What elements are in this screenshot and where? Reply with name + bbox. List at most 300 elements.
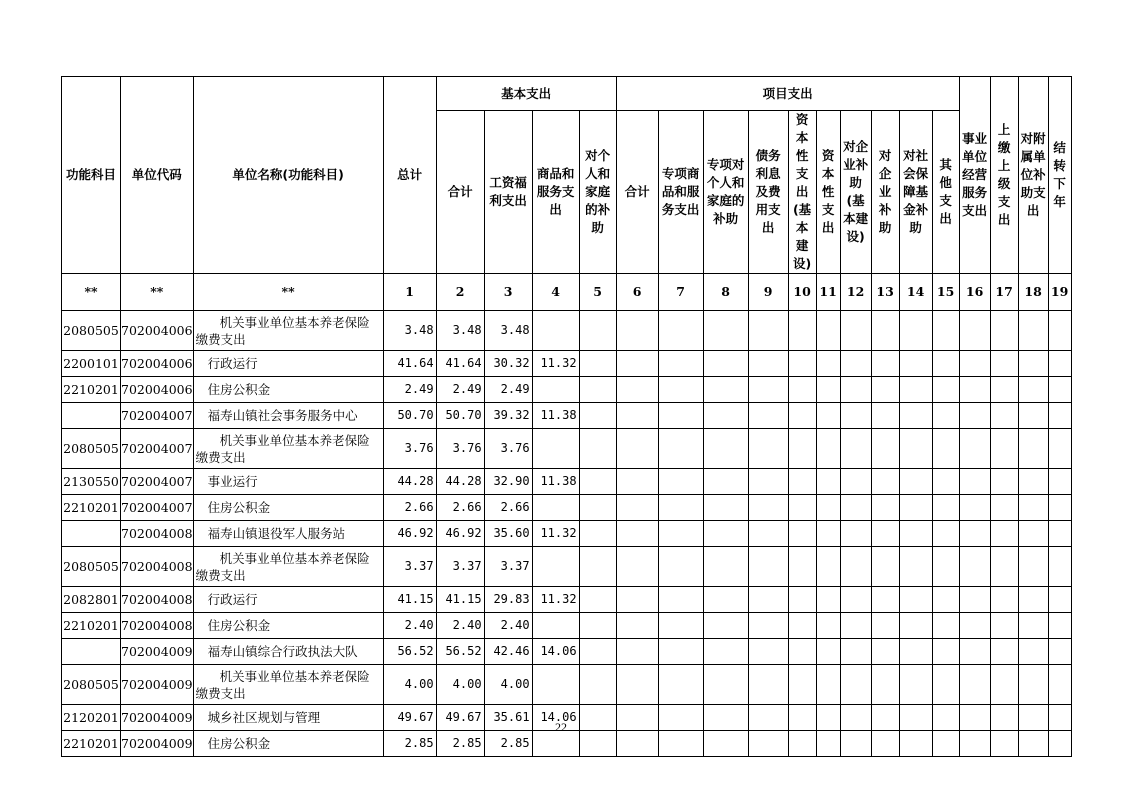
- empty-cell: [748, 377, 788, 403]
- empty-cell: [959, 351, 990, 377]
- empty-cell: [788, 587, 816, 613]
- empty-cell: [1018, 429, 1048, 469]
- unit-code-cell: 702004009: [121, 639, 194, 665]
- index-cell: 3: [484, 274, 532, 311]
- empty-cell: [616, 495, 658, 521]
- empty-cell: [616, 547, 658, 587]
- empty-cell: [748, 351, 788, 377]
- empty-cell: [840, 613, 871, 639]
- basic-total-cell: 44.28: [436, 469, 484, 495]
- empty-cell: [579, 521, 616, 547]
- goods-cell: 11.32: [532, 351, 579, 377]
- empty-cell: [788, 403, 816, 429]
- header-basic-group: 基本支出: [436, 77, 616, 111]
- index-cell: 8: [703, 274, 748, 311]
- index-cell: 14: [899, 274, 932, 311]
- empty-cell: [616, 377, 658, 403]
- empty-cell: [579, 495, 616, 521]
- empty-cell: [658, 429, 703, 469]
- unit-code-cell: 702004009: [121, 731, 194, 757]
- empty-cell: [748, 587, 788, 613]
- empty-cell: [959, 547, 990, 587]
- unit-code-cell: 702004007: [121, 469, 194, 495]
- empty-cell: [703, 521, 748, 547]
- empty-cell: [932, 495, 959, 521]
- empty-cell: [871, 639, 899, 665]
- empty-cell: [959, 587, 990, 613]
- empty-cell: [990, 639, 1018, 665]
- goods-cell: [532, 377, 579, 403]
- empty-cell: [816, 351, 840, 377]
- empty-cell: [899, 429, 932, 469]
- table-row: [62, 469, 1072, 495]
- basic-total-cell: 41.15: [436, 587, 484, 613]
- index-cell: 11: [816, 274, 840, 311]
- empty-cell: [990, 587, 1018, 613]
- empty-cell: [816, 311, 840, 351]
- header-other: 其他支出: [932, 111, 959, 274]
- unit-code-cell: 702004008: [121, 613, 194, 639]
- empty-cell: [816, 377, 840, 403]
- func-subject-cell: 2080505: [62, 547, 121, 587]
- total-cell: 3.76: [383, 429, 436, 469]
- basic-total-cell: 3.76: [436, 429, 484, 469]
- empty-cell: [990, 547, 1018, 587]
- goods-cell: [532, 665, 579, 705]
- empty-cell: [959, 521, 990, 547]
- empty-cell: [816, 547, 840, 587]
- header-salary: 工资福利支出: [484, 111, 532, 274]
- unit-name-cell: 住房公积金: [193, 377, 383, 403]
- func-subject-cell: [62, 521, 121, 547]
- total-cell: 4.00: [383, 665, 436, 705]
- basic-total-cell: 41.64: [436, 351, 484, 377]
- empty-cell: [840, 521, 871, 547]
- empty-cell: [1018, 377, 1048, 403]
- empty-cell: [658, 377, 703, 403]
- empty-cell: [990, 351, 1018, 377]
- empty-cell: [1018, 587, 1048, 613]
- empty-cell: [1048, 429, 1071, 469]
- empty-cell: [899, 403, 932, 429]
- header-upper-payment: 上缴上级支出: [990, 77, 1018, 274]
- empty-cell: [658, 547, 703, 587]
- index-cell: 15: [932, 274, 959, 311]
- func-subject-cell: 2080505: [62, 311, 121, 351]
- header-to-individual: 对个人和家庭的补助: [579, 111, 616, 274]
- empty-cell: [1018, 665, 1048, 705]
- unit-name-cell: 住房公积金: [193, 613, 383, 639]
- empty-cell: [703, 639, 748, 665]
- empty-cell: [899, 665, 932, 705]
- basic-total-cell: 2.49: [436, 377, 484, 403]
- empty-cell: [788, 495, 816, 521]
- empty-cell: [959, 495, 990, 521]
- empty-cell: [1048, 469, 1071, 495]
- table-row: [62, 311, 1072, 351]
- table-row: [62, 521, 1072, 547]
- empty-cell: [899, 495, 932, 521]
- empty-cell: [658, 469, 703, 495]
- empty-cell: [840, 429, 871, 469]
- func-subject-cell: 2120201: [62, 705, 121, 731]
- page-number: 22: [555, 720, 567, 734]
- empty-cell: [788, 351, 816, 377]
- empty-cell: [788, 613, 816, 639]
- empty-cell: [703, 311, 748, 351]
- table-row: [62, 613, 1072, 639]
- index-cell: 10: [788, 274, 816, 311]
- unit-name-cell: 事业运行: [193, 469, 383, 495]
- header-total: 总计: [383, 77, 436, 274]
- basic-total-cell: 2.40: [436, 613, 484, 639]
- empty-cell: [871, 665, 899, 705]
- unit-code-cell: 702004009: [121, 705, 194, 731]
- func-subject-cell: 2082801: [62, 587, 121, 613]
- total-cell: 2.49: [383, 377, 436, 403]
- header-social-security: 对社会保障基金补助: [899, 111, 932, 274]
- index-cell: 2: [436, 274, 484, 311]
- empty-cell: [788, 429, 816, 469]
- unit-name-cell: 住房公积金: [193, 495, 383, 521]
- empty-cell: [932, 311, 959, 351]
- empty-cell: [959, 377, 990, 403]
- table-row: [62, 639, 1072, 665]
- index-cell: 1: [383, 274, 436, 311]
- func-subject-cell: 2080505: [62, 665, 121, 705]
- index-cell: **: [193, 274, 383, 311]
- empty-cell: [1018, 311, 1048, 351]
- empty-cell: [840, 587, 871, 613]
- empty-cell: [748, 311, 788, 351]
- empty-cell: [616, 311, 658, 351]
- empty-cell: [703, 495, 748, 521]
- empty-cell: [1018, 613, 1048, 639]
- goods-cell: 11.32: [532, 521, 579, 547]
- header-capital-construction: 资本性支出(基本建设): [788, 111, 816, 274]
- empty-cell: [1018, 639, 1048, 665]
- empty-cell: [579, 403, 616, 429]
- empty-cell: [871, 495, 899, 521]
- total-cell: 3.37: [383, 547, 436, 587]
- empty-cell: [871, 377, 899, 403]
- empty-cell: [579, 665, 616, 705]
- empty-cell: [579, 613, 616, 639]
- index-cell: 16: [959, 274, 990, 311]
- empty-cell: [748, 469, 788, 495]
- empty-cell: [871, 521, 899, 547]
- empty-cell: [840, 469, 871, 495]
- empty-cell: [1048, 521, 1071, 547]
- header-basic-total: 合计: [436, 111, 484, 274]
- empty-cell: [616, 613, 658, 639]
- empty-cell: [871, 613, 899, 639]
- empty-cell: [840, 311, 871, 351]
- index-cell: 9: [748, 274, 788, 311]
- index-cell: 13: [871, 274, 899, 311]
- index-cell: 12: [840, 274, 871, 311]
- salary-cell: 2.66: [484, 495, 532, 521]
- empty-cell: [1018, 521, 1048, 547]
- index-cell: **: [62, 274, 121, 311]
- salary-cell: 3.37: [484, 547, 532, 587]
- empty-cell: [703, 429, 748, 469]
- empty-cell: [1048, 403, 1071, 429]
- empty-cell: [899, 639, 932, 665]
- total-cell: 46.92: [383, 521, 436, 547]
- header-func-subject: 功能科目: [62, 77, 121, 274]
- empty-cell: [1048, 311, 1071, 351]
- index-cell: 18: [1018, 274, 1048, 311]
- empty-cell: [871, 403, 899, 429]
- empty-cell: [932, 665, 959, 705]
- func-subject-cell: 2080505: [62, 429, 121, 469]
- empty-cell: [816, 613, 840, 639]
- salary-cell: 2.40: [484, 613, 532, 639]
- total-cell: 3.48: [383, 311, 436, 351]
- goods-cell: 14.06: [532, 639, 579, 665]
- basic-total-cell: 49.67: [436, 705, 484, 731]
- empty-cell: [871, 547, 899, 587]
- goods-cell: [532, 613, 579, 639]
- empty-cell: [1048, 665, 1071, 705]
- empty-cell: [788, 665, 816, 705]
- func-subject-cell: 2210201: [62, 731, 121, 757]
- empty-cell: [932, 547, 959, 587]
- unit-name-cell: 福寿山镇社会事务服务中心: [193, 403, 383, 429]
- empty-cell: [748, 429, 788, 469]
- goods-cell: 14.06: [532, 705, 579, 731]
- table-row: [62, 665, 1072, 705]
- empty-cell: [840, 639, 871, 665]
- index-cell: 4: [532, 274, 579, 311]
- empty-cell: [1018, 403, 1048, 429]
- empty-cell: [871, 351, 899, 377]
- header-enterprise-subsidy-construction: 对企业补助(基本建设): [840, 111, 871, 274]
- empty-cell: [579, 429, 616, 469]
- empty-cell: [658, 403, 703, 429]
- index-cell: 5: [579, 274, 616, 311]
- func-subject-cell: 2210201: [62, 495, 121, 521]
- empty-cell: [703, 469, 748, 495]
- unit-code-cell: 702004008: [121, 587, 194, 613]
- empty-cell: [748, 665, 788, 705]
- empty-cell: [788, 469, 816, 495]
- empty-cell: [703, 547, 748, 587]
- basic-total-cell: 56.52: [436, 639, 484, 665]
- empty-cell: [990, 429, 1018, 469]
- empty-cell: [1048, 351, 1071, 377]
- table-body: [62, 311, 1072, 757]
- salary-cell: 4.00: [484, 665, 532, 705]
- empty-cell: [932, 377, 959, 403]
- unit-name-cell: 机关事业单位基本养老保险缴费支出: [193, 547, 383, 587]
- empty-cell: [871, 311, 899, 351]
- empty-cell: [816, 469, 840, 495]
- empty-cell: [616, 469, 658, 495]
- basic-total-cell: 46.92: [436, 521, 484, 547]
- empty-cell: [788, 521, 816, 547]
- empty-cell: [899, 351, 932, 377]
- empty-cell: [932, 587, 959, 613]
- table-row: [62, 377, 1072, 403]
- unit-code-cell: 702004007: [121, 429, 194, 469]
- empty-cell: [1048, 613, 1071, 639]
- empty-cell: [1048, 587, 1071, 613]
- empty-cell: [816, 587, 840, 613]
- empty-cell: [990, 665, 1018, 705]
- empty-cell: [899, 613, 932, 639]
- empty-cell: [703, 587, 748, 613]
- empty-cell: [899, 469, 932, 495]
- salary-cell: 30.32: [484, 351, 532, 377]
- empty-cell: [840, 351, 871, 377]
- unit-name-cell: 行政运行: [193, 587, 383, 613]
- empty-cell: [932, 521, 959, 547]
- total-cell: 49.67: [383, 705, 436, 731]
- salary-cell: 35.61: [484, 705, 532, 731]
- empty-cell: [899, 311, 932, 351]
- empty-cell: [616, 665, 658, 705]
- header-enterprise-subsidy: 对企业补助: [871, 111, 899, 274]
- empty-cell: [932, 429, 959, 469]
- header-goods: 商品和服务支出: [532, 111, 579, 274]
- empty-cell: [788, 547, 816, 587]
- total-cell: 41.64: [383, 351, 436, 377]
- func-subject-cell: 2210201: [62, 377, 121, 403]
- empty-cell: [658, 351, 703, 377]
- total-cell: 2.66: [383, 495, 436, 521]
- empty-cell: [959, 665, 990, 705]
- empty-cell: [616, 403, 658, 429]
- empty-cell: [658, 521, 703, 547]
- empty-cell: [871, 587, 899, 613]
- total-cell: 2.40: [383, 613, 436, 639]
- unit-code-cell: 702004006: [121, 351, 194, 377]
- unit-code-cell: 702004006: [121, 377, 194, 403]
- empty-cell: [899, 547, 932, 587]
- goods-cell: 11.38: [532, 403, 579, 429]
- empty-cell: [840, 403, 871, 429]
- empty-cell: [788, 311, 816, 351]
- expenditure-table: [61, 76, 1072, 757]
- basic-total-cell: 2.66: [436, 495, 484, 521]
- unit-code-cell: 702004006: [121, 311, 194, 351]
- empty-cell: [1018, 495, 1048, 521]
- empty-cell: [703, 403, 748, 429]
- func-subject-cell: [62, 403, 121, 429]
- empty-cell: [959, 469, 990, 495]
- unit-name-cell: 机关事业单位基本养老保险缴费支出: [193, 665, 383, 705]
- header-business-service: 事业单位经营服务支出: [959, 77, 990, 274]
- empty-cell: [816, 403, 840, 429]
- table-row: [62, 587, 1072, 613]
- empty-cell: [959, 429, 990, 469]
- empty-cell: [959, 311, 990, 351]
- header-affiliate-subsidy: 对附属单位补助支出: [1018, 77, 1048, 274]
- empty-cell: [788, 377, 816, 403]
- empty-cell: [816, 665, 840, 705]
- unit-code-cell: 702004007: [121, 495, 194, 521]
- basic-total-cell: 4.00: [436, 665, 484, 705]
- unit-code-cell: 702004008: [121, 547, 194, 587]
- empty-cell: [579, 311, 616, 351]
- empty-cell: [788, 639, 816, 665]
- header-project-group: 项目支出: [616, 77, 959, 111]
- empty-cell: [579, 547, 616, 587]
- unit-name-cell: 城乡社区规划与管理: [193, 705, 383, 731]
- empty-cell: [658, 665, 703, 705]
- goods-cell: [532, 495, 579, 521]
- index-cell: 17: [990, 274, 1018, 311]
- empty-cell: [871, 469, 899, 495]
- goods-cell: [532, 547, 579, 587]
- empty-cell: [871, 429, 899, 469]
- header-project-total: 合计: [616, 111, 658, 274]
- empty-cell: [579, 469, 616, 495]
- index-row: [62, 274, 1072, 311]
- empty-cell: [1048, 377, 1071, 403]
- salary-cell: 39.32: [484, 403, 532, 429]
- goods-cell: 11.32: [532, 587, 579, 613]
- empty-cell: [748, 639, 788, 665]
- empty-cell: [899, 587, 932, 613]
- salary-cell: 2.85: [484, 731, 532, 757]
- salary-cell: 29.83: [484, 587, 532, 613]
- table-row: [62, 547, 1072, 587]
- empty-cell: [748, 403, 788, 429]
- empty-cell: [840, 495, 871, 521]
- goods-cell: [532, 311, 579, 351]
- table-row: [62, 351, 1072, 377]
- empty-cell: [1018, 547, 1048, 587]
- basic-total-cell: 50.70: [436, 403, 484, 429]
- header-carry-forward: 结转下年: [1048, 77, 1071, 274]
- empty-cell: [899, 377, 932, 403]
- empty-cell: [703, 613, 748, 639]
- header-unit-name: 单位名称(功能科目): [193, 77, 383, 274]
- empty-cell: [840, 377, 871, 403]
- index-cell: 6: [616, 274, 658, 311]
- unit-code-cell: 702004007: [121, 403, 194, 429]
- total-cell: 44.28: [383, 469, 436, 495]
- empty-cell: [959, 639, 990, 665]
- basic-total-cell: 2.85: [436, 731, 484, 757]
- empty-cell: [932, 639, 959, 665]
- unit-name-cell: 住房公积金: [193, 731, 383, 757]
- empty-cell: [990, 495, 1018, 521]
- func-subject-cell: [62, 639, 121, 665]
- empty-cell: [816, 495, 840, 521]
- empty-cell: [658, 587, 703, 613]
- goods-cell: [532, 429, 579, 469]
- empty-cell: [748, 521, 788, 547]
- table-header: [62, 77, 1072, 311]
- empty-cell: [703, 351, 748, 377]
- header-capital: 资本性支出: [816, 111, 840, 274]
- empty-cell: [816, 429, 840, 469]
- empty-cell: [840, 547, 871, 587]
- unit-name-cell: 行政运行: [193, 351, 383, 377]
- empty-cell: [748, 495, 788, 521]
- index-cell: 7: [658, 274, 703, 311]
- unit-name-cell: 机关事业单位基本养老保险缴费支出: [193, 429, 383, 469]
- salary-cell: 3.48: [484, 311, 532, 351]
- salary-cell: 42.46: [484, 639, 532, 665]
- empty-cell: [658, 311, 703, 351]
- total-cell: 56.52: [383, 639, 436, 665]
- empty-cell: [990, 521, 1018, 547]
